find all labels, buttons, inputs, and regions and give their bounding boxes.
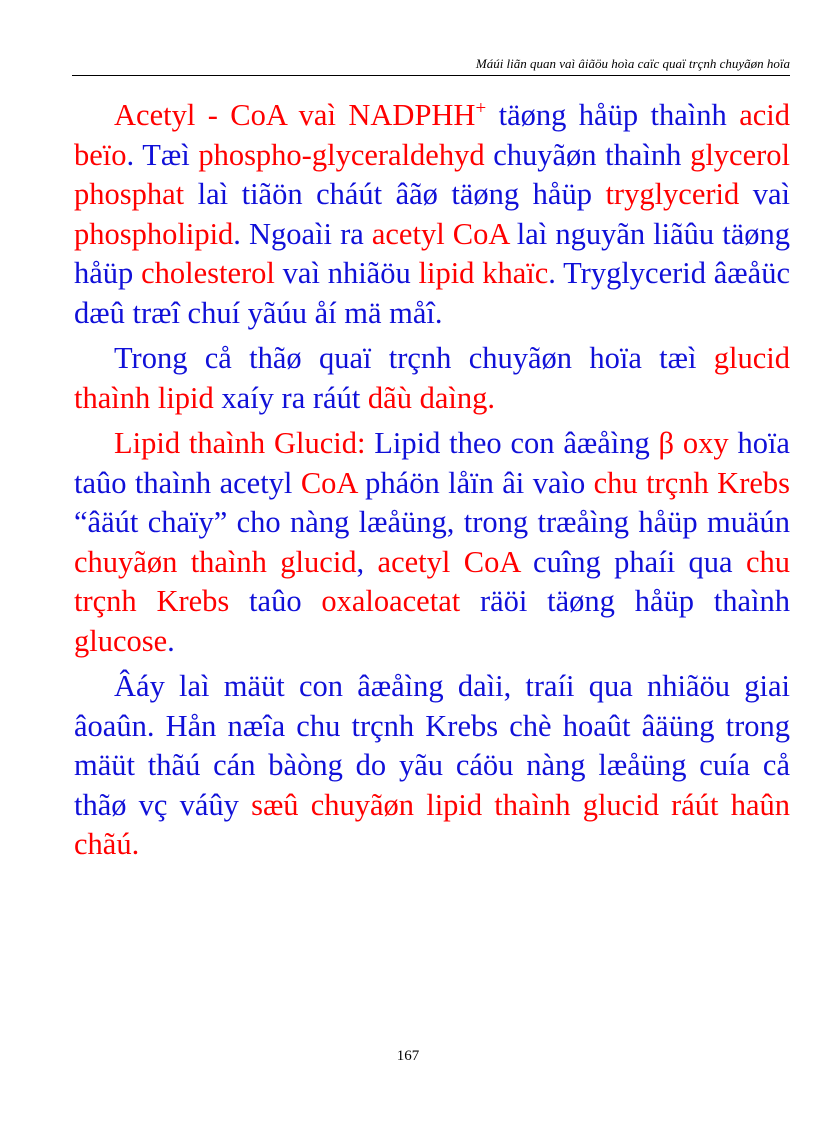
paragraph-2 bbox=[74, 339, 790, 418]
text-segment: , bbox=[356, 544, 378, 579]
text-segment: . bbox=[167, 623, 175, 658]
text-segment: glucose bbox=[74, 623, 168, 658]
paragraph-4 bbox=[74, 667, 790, 865]
text-segment: taûo bbox=[229, 584, 322, 618]
text-segment: hoïa taûo thaình acetyl bbox=[74, 426, 790, 500]
text-segment: oxaloacetat bbox=[321, 584, 461, 618]
text-segment: cholesterol bbox=[141, 256, 275, 290]
text-segment: phospho-glyceraldehyd bbox=[198, 137, 485, 172]
text-segment: acetyl CoA bbox=[371, 216, 509, 251]
text-segment: Trong cå thãø quaï trçnh chuyãøn hoïa tæì bbox=[114, 341, 714, 375]
text-segment: Lipid thaình Glucid: bbox=[114, 426, 366, 460]
text-segment: β oxy bbox=[658, 426, 729, 460]
text-segment: CoA bbox=[300, 465, 357, 500]
text-segment: acid beïo bbox=[74, 98, 790, 172]
page-number: 167 bbox=[396, 1048, 420, 1064]
text-segment: laì nguyãn liãûu täøng håüp bbox=[74, 216, 790, 290]
paragraph-1 bbox=[74, 96, 790, 333]
text-segment: laì tiãön cháút âãø täøng håüp bbox=[184, 177, 606, 211]
text-segment: lipid khaïc bbox=[418, 256, 549, 290]
text-segment: chu trçnh Krebs bbox=[593, 465, 791, 500]
paragraph-3 bbox=[74, 424, 790, 661]
text-segment: täøng håüp thaình bbox=[486, 98, 740, 132]
text-segment: phospholipid bbox=[74, 216, 234, 251]
text-segment: vaì bbox=[739, 177, 790, 211]
text-segment: . Tæì bbox=[126, 137, 199, 172]
text-segment: glucid thaình lipid bbox=[74, 341, 790, 415]
text-segment: räöi täøng håüp thaình bbox=[460, 584, 790, 618]
text-segment: Âáy laì mäüt con âæåìng daìi, traíi qua nhiãöu giai âoaûn. Hån næîa chu trçnh Krebs chè hoaût âäüng trong mäüt thãú cán bàòng do yãu cáöu nàng læåüng cuía cå thãø vç váûy bbox=[74, 669, 790, 822]
text-segment: acetyl CoA bbox=[377, 544, 520, 579]
text-segment: xaíy ra ráút bbox=[213, 380, 368, 415]
text-segment: chu trçnh Krebs bbox=[74, 544, 790, 618]
text-segment: vaì nhiãöu bbox=[274, 256, 419, 290]
text-segment: chuyãøn thaình glucid bbox=[74, 544, 357, 579]
text-segment: tryglycerid bbox=[605, 177, 740, 211]
running-header-title: Máúi liãn quan vaì âiãöu hoìa caïc quaï trçnh chuyãøn hoïa bbox=[475, 56, 790, 71]
text-segment: glycerol phosphat bbox=[74, 137, 790, 211]
text-segment: sæû chuyãøn lipid thaình glucid ráút haûn chãú. bbox=[74, 787, 790, 861]
text-segment: pháön låïn âi vaìo bbox=[356, 465, 594, 500]
text-segment: dãù daìng. bbox=[367, 380, 495, 415]
text-segment: “âäút chaïy” cho nàng læåüng, trong træåìng håüp muäún bbox=[74, 505, 790, 539]
text-segment: . Tryglycerid âæåüc dæû træî chuí yãúu åí mä måî. bbox=[74, 256, 790, 330]
body-text bbox=[74, 96, 790, 871]
text-segment: . Ngoaìi ra bbox=[233, 216, 372, 251]
text-segment: cuîng phaíi qua bbox=[519, 544, 746, 579]
text-segment: + bbox=[475, 97, 487, 119]
text-segment: Lipid theo con âæåìng bbox=[365, 426, 659, 460]
text-segment: Acetyl - CoA vaì NADPHH bbox=[114, 98, 476, 132]
running-header bbox=[72, 56, 790, 76]
text-segment: chuyãøn thaình bbox=[484, 137, 691, 172]
